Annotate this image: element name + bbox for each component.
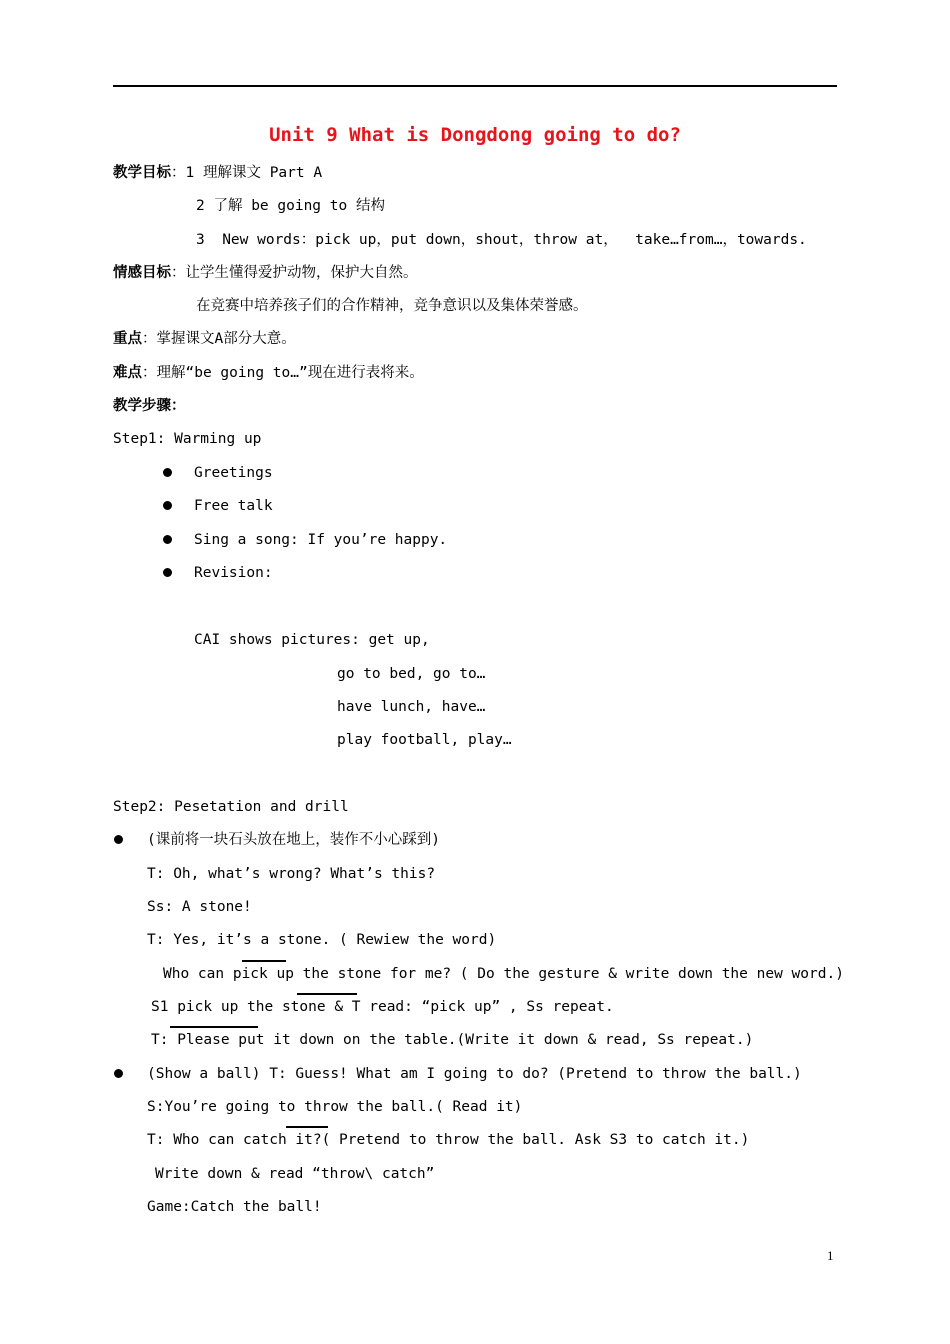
difficult-point-label: 难点 xyxy=(113,365,142,381)
emotion-label: 情感目标 xyxy=(113,265,171,281)
steps-line xyxy=(113,396,186,416)
handwritten-overline xyxy=(286,1126,328,1128)
step2-line-3: Ss: A stone! xyxy=(147,899,252,915)
key-point-line xyxy=(113,329,296,349)
step1-bullet-4: Revision: xyxy=(194,565,273,581)
bullet-icon xyxy=(163,468,172,477)
bullet-icon xyxy=(114,1069,123,1078)
emotion-item-1: ：让学生懂得爱护动物，保护大自然。 xyxy=(171,265,418,281)
emotion-item-2: 在竞赛中培养孩子们的合作精神，竞争意识以及集体荣誉感。 xyxy=(196,298,588,314)
objectives-line-1 xyxy=(113,163,322,183)
bullet-icon xyxy=(163,568,172,577)
step1-heading: Step1: Warming up xyxy=(113,431,262,447)
objectives-item-2: 2 了解 be going to 结构 xyxy=(196,198,385,214)
bullet-icon xyxy=(163,535,172,544)
bullet-icon xyxy=(163,501,172,510)
step2-line-11: Write down & read “throw\ catch” xyxy=(155,1166,435,1182)
difficult-point-line xyxy=(113,363,424,383)
handwritten-overline xyxy=(297,993,357,995)
page-number: 1 xyxy=(827,1248,834,1263)
step2-line-12: Game:Catch the ball! xyxy=(147,1199,322,1215)
step2-line-7: T: Please put it down on the table.(Write it down & read, Ss repeat.) xyxy=(151,1032,754,1048)
step1-bullet-2: Free talk xyxy=(194,498,273,514)
header-rule xyxy=(113,85,837,87)
cai-line-4: play football, play… xyxy=(337,732,512,748)
step2-line-4: T: Yes, it’s a stone. ( Rewiew the word) xyxy=(147,932,497,948)
cai-line-3: have lunch, have… xyxy=(337,699,486,715)
objectives-item-3: 3 New words：pick up，put down，shout，throw at， take…from…，towards. xyxy=(196,232,807,248)
step2-line-1: (课前将一块石头放在地上，装作不小心踩到) xyxy=(147,832,440,848)
objectives-label: 教学目标 xyxy=(113,165,171,181)
step1-bullet-3: Sing a song: If you’re happy. xyxy=(194,532,448,548)
step2-line-10: T: Who can catch it?( Pretend to throw the ball. Ask S3 to catch it.) xyxy=(147,1132,750,1148)
steps-label: 教学步骤： xyxy=(113,398,186,414)
step2-line-6: S1 pick up the stone & T read: “pick up” , Ss repeat. xyxy=(151,999,614,1015)
key-point-label: 重点 xyxy=(113,331,142,347)
handwritten-overline xyxy=(242,960,286,962)
difficult-point-text: ：理解“be going to…”现在进行表将来。 xyxy=(142,365,424,381)
cai-line-1: CAI shows pictures: get up, xyxy=(194,632,430,648)
step1-bullet-1: Greetings xyxy=(194,465,273,481)
cai-line-2: go to bed, go to… xyxy=(337,666,486,682)
step2-line-8: (Show a ball) T: Guess! What am I going to do? (Pretend to throw the ball.) xyxy=(147,1066,802,1082)
step2-line-5: Who can pick up the stone for me? ( Do the gesture & write down the new word.) xyxy=(163,966,844,982)
key-point-text: ：掌握课文A部分大意。 xyxy=(142,331,296,347)
step2-line-2: T: Oh, what’s wrong? What’s this? xyxy=(147,866,436,882)
objectives-item-1: ：1 理解课文 Part A xyxy=(171,165,323,181)
page-title: Unit 9 What is Dongdong going to do? xyxy=(269,124,681,146)
bullet-icon xyxy=(114,835,123,844)
step2-heading: Step2: Pesetation and drill xyxy=(113,799,349,815)
step2-line-9: S:You’re going to throw the ball.( Read it) xyxy=(147,1099,523,1115)
handwritten-overline xyxy=(170,1026,258,1028)
emotion-line-1 xyxy=(113,263,418,283)
